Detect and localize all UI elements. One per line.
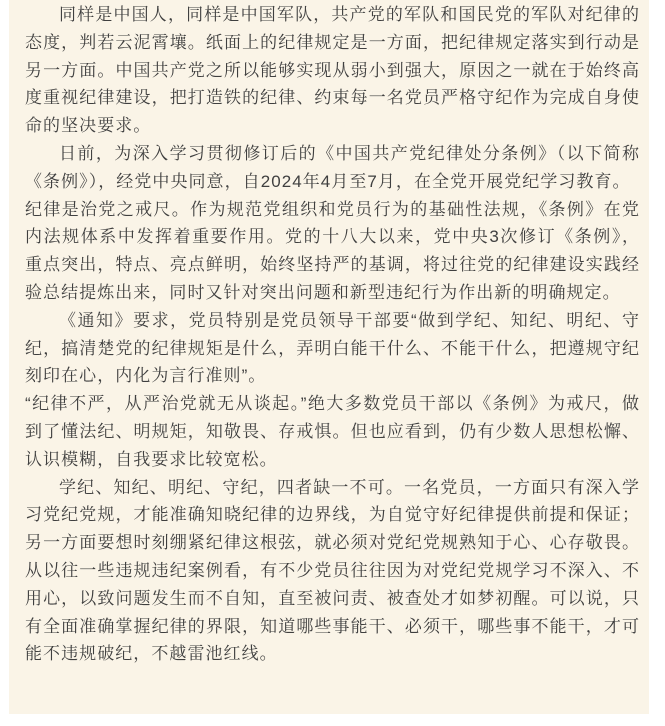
paragraph: 纪律是治党之戒尺。作为规范党组织和党员行为的基础性法规，《条例》在党内法规体系中发挥着重要作用。党的十八大以来，党中央3次修订《条例》，重点突出，特点、亮点鲜明，始终坚持严的基调，将过往党的纪律建设实践经验总结提炼出来，同时又针对突出问题和新型违纪行为作出新的明确规定。 [25, 199, 640, 302]
paragraph: 《通知》要求，党员特别是党员领导干部要“做到学纪、知纪、明纪、守纪，搞清楚党的纪律规矩是什么，弄明白能干什么、不能干什么，把遵规守纪刻印在心，内化为言行准则”。 [25, 310, 640, 386]
paragraph: 学纪、知纪、明纪、守纪，四者缺一不可。一名党员，一方面只有深入学习党纪党规，才能准确知晓纪律的边界线，为自觉守好纪律提供前提和保证；另一方面要想时刻绷紧纪律这根弦，就必须对党纪党规熟知于心、心存敬畏。从以往一些违规违纪案例看，有不少党员往往因为对党纪党规学习不深入、不用心，以致问题发生而不自知，直至被问责、被查处才如梦初醒。可以说，只有全面准确掌握纪律的界限，知道哪些事能干、必须干，哪些事不能干，才可能不违规破纪，不越雷池红线。 [25, 477, 640, 664]
article-page [9, 0, 649, 714]
paragraph: 日前，为深入学习贯彻修订后的《中国共产党纪律处分条例》（以下简称《条例》），经党中央同意，自2024年4月至7月，在全党开展党纪学习教育。 [25, 143, 640, 191]
paragraph: 同样是中国人，同样是中国军队，共产党的军队和国民党的军队对纪律的态度，判若云泥霄壤。纸面上的纪律规定是一方面，把纪律规定落实到行动是另一方面。中国共产党之所以能够实现从弱小到强大，原因之一就在于始终高度重视纪律建设，把打造铁的纪律、约束每一名党员严格守纪作为完成自身使命的坚决要求。 [25, 5, 640, 136]
article-body [25, 1, 640, 668]
paragraph: “纪律不严，从严治党就无从谈起。”绝大多数党员干部以《条例》为戒尺，做到了懂法纪、明规矩，知敬畏、存戒惧。但也应看到，仍有少数人思想松懈、认识模糊，自我要求比较宽松。 [25, 394, 640, 469]
